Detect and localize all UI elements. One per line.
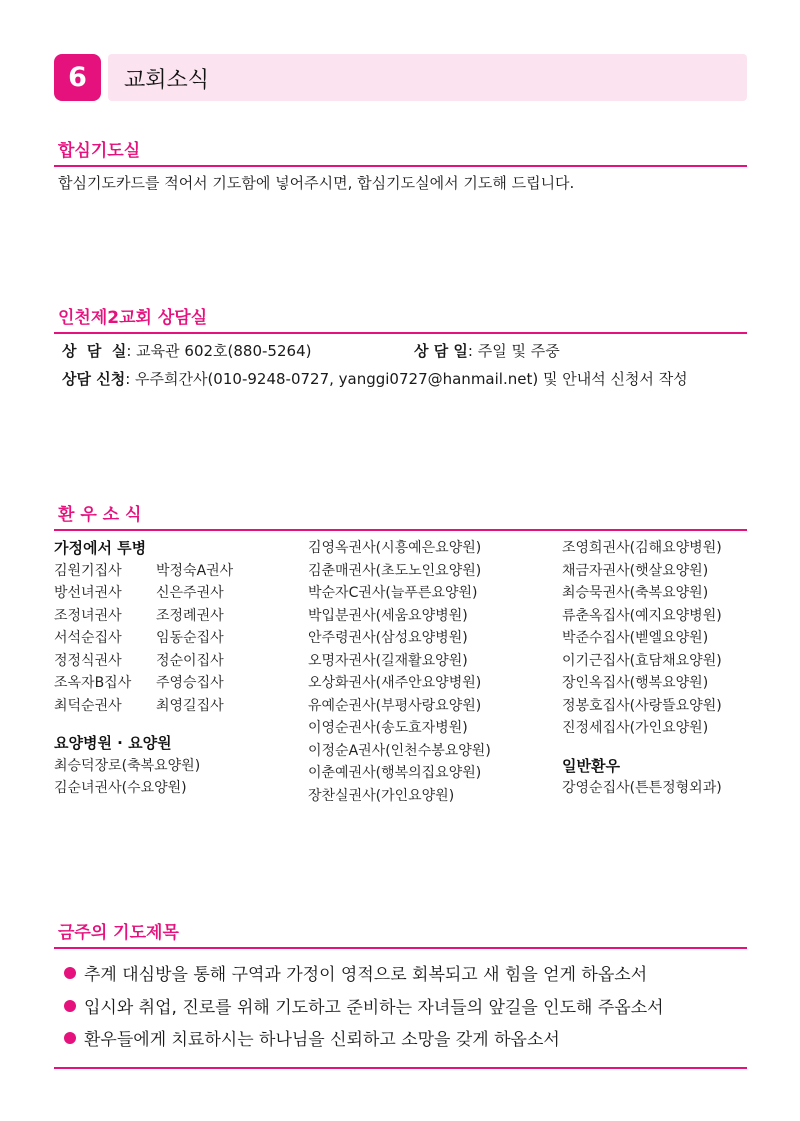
patient-entry: 이정순A권사(인천수봉요양원)	[308, 742, 491, 759]
counseling-day-label: 상 담 일	[414, 342, 468, 360]
patient-entry: 박입분권사(세움요양병원)	[308, 607, 468, 624]
patient-entry: 오상화권사(새주안요양병원)	[308, 675, 482, 691]
patient-entry: 이기근집사(효담채요양원)	[562, 652, 722, 669]
section-number: 6	[54, 54, 101, 101]
patient-entry: 정순이집사	[156, 652, 224, 669]
counseling-apply-value: : 우주희간사(010-9248-0727, yanggi0727@hanmail.net) 및 안내석 신청서 작성	[125, 370, 688, 388]
patient-entry: 안주령권사(삼성요양병원)	[308, 630, 468, 646]
patient-entry: 김춘매권사(초도노인요양원)	[308, 562, 482, 579]
patients-column-1	[54, 537, 256, 800]
hospital-list-a	[54, 755, 256, 800]
patient-entry: 방선녀권사	[54, 585, 122, 601]
patient-entry: 주영승집사	[156, 675, 224, 691]
patient-entry: 최승묵권사(축복요양원)	[562, 585, 709, 601]
patients-column-2	[308, 537, 491, 807]
patients-title: 환 우 소 식	[54, 500, 747, 531]
prayer-room-text: 합심기도카드를 적어서 기도함에 넣어주시면, 합심기도실에서 기도해 드립니다.	[58, 174, 575, 192]
bullet-dot-icon	[64, 1000, 76, 1012]
patient-entry: 최승덕장로(축복요양원)	[54, 757, 201, 774]
patient-entry: 조옥자B집사	[54, 675, 132, 691]
bottom-divider	[54, 1067, 747, 1069]
patient-entry: 박정숙A권사	[156, 562, 234, 579]
patient-entry: 조영희권사(김해요양병원)	[562, 540, 722, 556]
patient-entry: 채금자권사(햇살요양원)	[562, 562, 709, 579]
counseling-apply-label: 상담 신청	[62, 370, 126, 388]
page-header	[54, 54, 747, 101]
patient-entry: 김원기집사	[54, 562, 122, 579]
patient-entry: 김영옥권사(시흥예은요양원)	[308, 540, 482, 556]
patient-entry: 류춘옥집사(예지요양병원)	[562, 607, 722, 624]
counseling-day-value: : 주일 및 주중	[467, 342, 560, 360]
patient-entry: 서석순집사	[54, 630, 122, 646]
patient-entry: 신은주권사	[156, 585, 224, 601]
prayer-item: 환우들에게 치료하시는 하나님을 신뢰하고 소망을 갖게 하옵소서	[64, 1025, 560, 1050]
hospital-list-b	[308, 537, 491, 807]
patient-entry: 장찬실권사(가인요양원)	[308, 787, 455, 804]
patients-column-3	[562, 537, 722, 800]
hospital-title: 요양병원 · 요양원	[54, 734, 172, 752]
bullet-dot-icon	[64, 967, 76, 979]
prayer-topics-title: 금주의 기도제목	[54, 918, 747, 949]
patient-entry: 이춘예권사(행복의집요양원)	[308, 765, 482, 781]
patient-entry: 박순자C권사(늘푸른요양원)	[308, 585, 478, 601]
hospital-list-c	[562, 537, 722, 740]
patient-entry: 조정례권사	[156, 607, 224, 624]
header-title-bar	[108, 54, 747, 101]
bullet-dot-icon	[64, 1032, 76, 1044]
patient-entry: 장인옥집사(행복요양원)	[562, 675, 709, 691]
page-title: 교회소식	[124, 68, 210, 93]
counseling-room-label: 상 담 실	[62, 342, 127, 360]
counseling-day	[414, 340, 560, 361]
prayer-item: 입시와 취업, 진로를 위해 기도하고 준비하는 자녀들의 앞길을 인도해 주옵소서	[64, 993, 664, 1018]
patient-entry: 정정식권사	[54, 652, 122, 669]
prayer-item: 추계 대심방을 통해 구역과 가정이 영적으로 회복되고 새 힘을 얻게 하옵소서	[64, 960, 647, 985]
patient-entry: 임동순집사	[156, 630, 224, 646]
patient-entry: 이영순권사(송도효자병원)	[308, 720, 468, 736]
patient-entry: 정봉호집사(사랑뜰요양원)	[562, 697, 722, 714]
prayer-room-title: 합심기도실	[54, 136, 747, 167]
patient-entry: 진정세집사(가인요양원)	[562, 720, 709, 736]
patient-entry: 박준수집사(벧엘요양원)	[562, 630, 709, 646]
home-title: 가정에서 투병	[54, 539, 147, 557]
general-title: 일반환우	[562, 756, 620, 775]
patient-entry: 김순녀권사(수요양원)	[54, 780, 187, 796]
counseling-title: 인천제2교회 상담실	[54, 303, 747, 334]
patient-entry: 조정녀권사	[54, 607, 122, 624]
counseling-apply	[62, 368, 688, 389]
home-list	[54, 560, 256, 718]
patient-entry: 유예순권사(부평사랑요양원)	[308, 697, 482, 714]
patient-entry: 최덕순권사	[54, 697, 122, 714]
patient-entry: 강영순집사(튼튼정형외과)	[562, 780, 722, 796]
counseling-room-value: : 교육관 602호(880-5264)	[126, 342, 312, 360]
patient-entry: 오명자권사(길재활요양원)	[308, 652, 468, 669]
general-list	[562, 777, 722, 800]
patient-entry: 최영길집사	[156, 697, 224, 714]
counseling-room	[62, 340, 311, 361]
